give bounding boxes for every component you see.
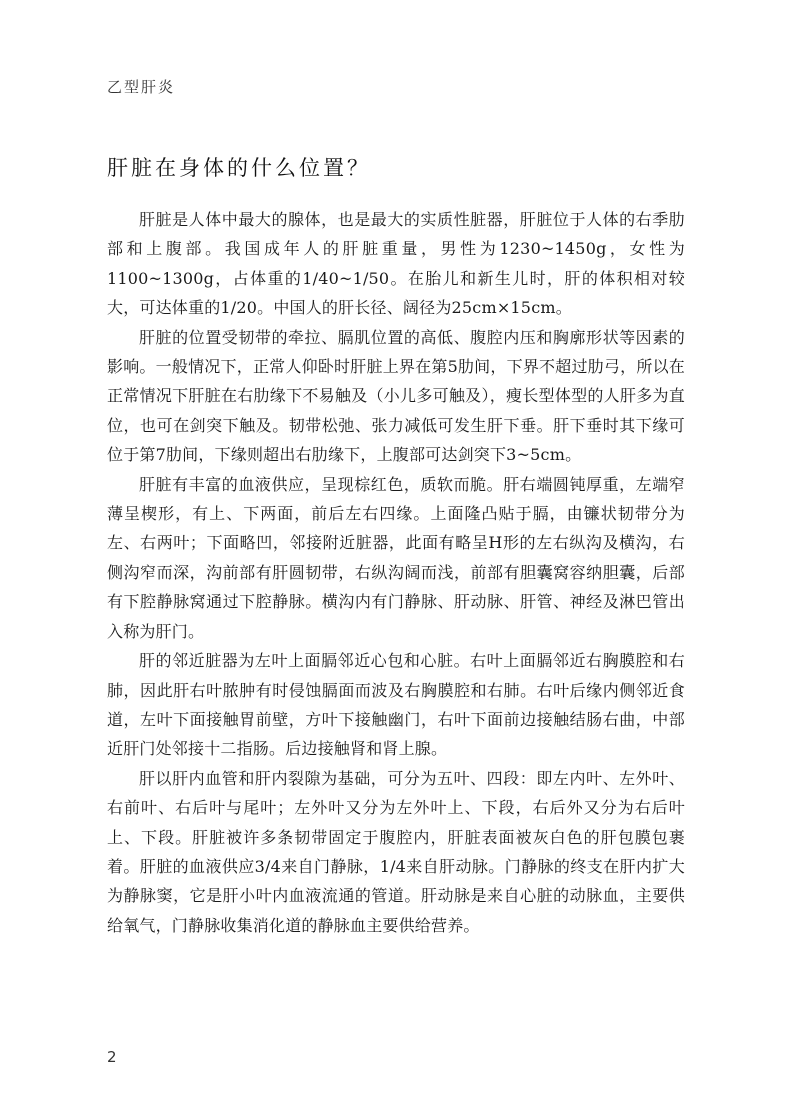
running-header: 乙型肝炎: [107, 78, 176, 96]
paragraph-1: 肝脏是人体中最大的腺体，也是最大的实质性脏器，肝脏位于人体的右季肋部和上腹部。我国成年人的肝脏重量，男性为1230~1450g，女性为1100~1300g，占体重的1/40~1/50。在胎儿和新生儿时，肝的体积相对较大，可达体重的1/20。中国人的肝长径、阔径为25cm×15cm。: [107, 210, 685, 318]
paragraph-4: 肝的邻近脏器为左叶上面膈邻近心包和心脏。右叶上面膈邻近右胸膜腔和右肺，因此肝右叶脓肿有时侵蚀膈面而波及右胸膜腔和右肺。右叶后缘内侧邻近食道，左叶下面接触胃前壁，方叶下接触幽门，右叶下面前边接触结肠右曲，中部近肝门处邻接十二指肠。后边接触肾和肾上腺。: [107, 651, 685, 759]
body-text: [107, 205, 685, 940]
page-number: 2: [107, 1048, 117, 1066]
paragraph-5: 肝以肝内血管和肝内裂隙为基础，可分为五叶、四段：即左内叶、左外叶、右前叶、右后叶与尾叶；左外叶又分为左外叶上、下段，右后外又分为右后叶上、下段。肝脏被许多条韧带固定于腹腔内，肝脏表面被灰白色的肝包膜包裹着。肝脏的血液供应3/4来自门静脉，1/4来自肝动脉。门静脉的终支在肝内扩大为静脉窦，它是肝小叶内血液流通的管道。肝动脉是来自心脏的动脉血，主要供给氧气，门静脉收集消化道的静脉血主要供给营养。: [107, 768, 685, 935]
paragraph-2: 肝脏的位置受韧带的牵拉、膈肌位置的高低、腹腔内压和胸廓形状等因素的影响。一般情况下，正常人仰卧时肝脏上界在第5肋间，下界不超过肋弓，所以在正常情况下肝脏在右肋缘下不易触及（小儿多可触及），瘦长型体型的人肝多为直位，也可在剑突下触及。韧带松弛、张力减低可发生肝下垂。肝下垂时其下缘可位于第7肋间，下缘则超出右肋缘下，上腹部可达剑突下3~5cm。: [107, 327, 685, 465]
paragraph-3: 肝脏有丰富的血液供应，呈现棕红色，质软而脆。肝右端圆钝厚重，左端窄薄呈楔形，有上、下两面，前后左右四缘。上面隆凸贴于膈，由镰状韧带分为左、右两叶；下面略凹，邻接附近脏器，此面有略呈H形的左右纵沟及横沟，右侧沟窄而深，沟前部有肝圆韧带，右纵沟阔而浅，前部有胆囊窝容纳胆囊，后部有下腔静脉窝通过下腔静脉。横沟内有门静脉、肝动脉、肝管、神经及淋巴管出入称为肝门。: [107, 474, 685, 641]
section-title: 肝脏在身体的什么位置？: [107, 156, 371, 180]
